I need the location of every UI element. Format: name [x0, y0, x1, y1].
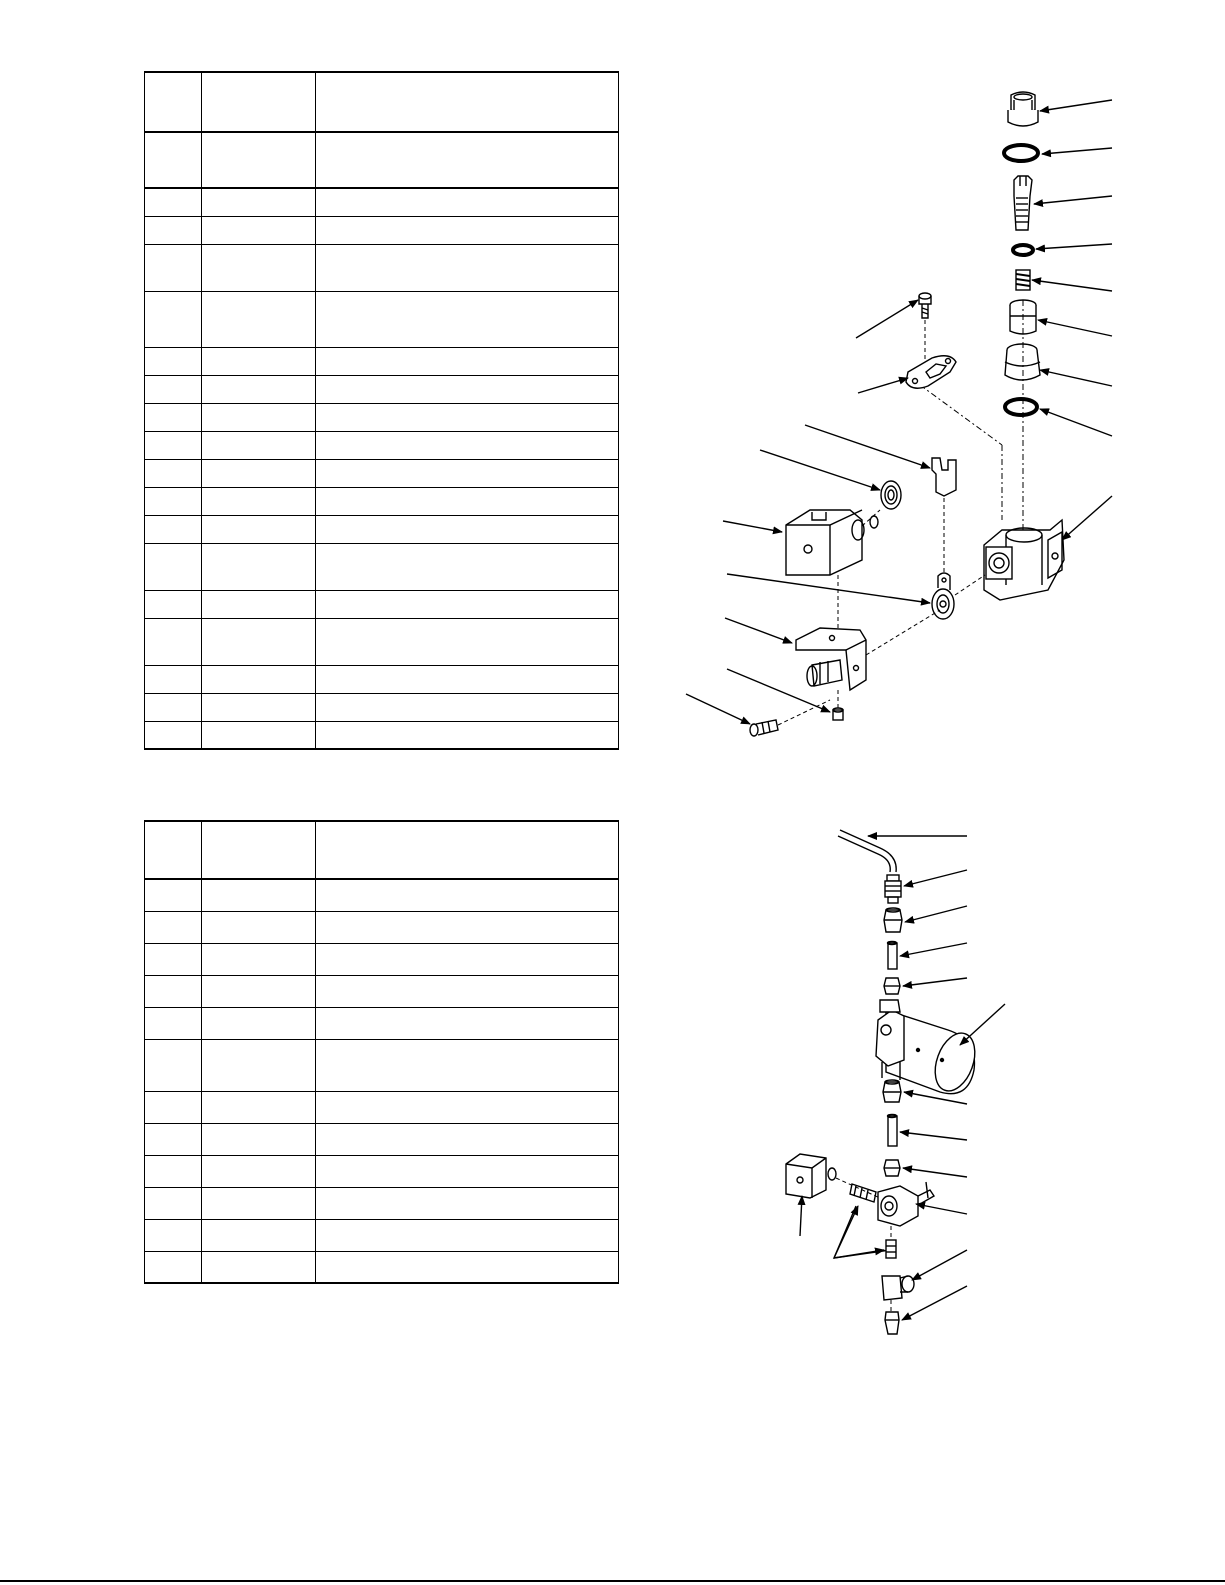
lower-pipe	[888, 1115, 898, 1147]
plunger	[1014, 176, 1032, 230]
solenoid-valve-assembly-icon	[686, 92, 1112, 736]
nut-fitting	[884, 908, 902, 932]
coil-housing	[786, 510, 878, 575]
o-ring	[1004, 145, 1038, 161]
cap-nut	[1008, 92, 1038, 126]
lower-nut	[883, 1080, 901, 1102]
elbow-nut	[884, 978, 900, 994]
disc-with-tab	[932, 573, 954, 619]
screw	[919, 293, 931, 318]
mounting-bracket	[796, 628, 866, 690]
tee-fitting	[882, 1276, 914, 1300]
spring-fitting	[850, 1184, 876, 1202]
valve-body	[984, 520, 1064, 600]
tube-fitting	[885, 875, 901, 903]
small-fitting	[886, 1240, 896, 1258]
diaphragm	[881, 481, 901, 509]
valve-block	[878, 1182, 934, 1226]
pump-fitting-assembly-icon	[786, 830, 1005, 1334]
spring	[1016, 270, 1030, 290]
clip-bracket	[932, 458, 956, 496]
short-pipe	[888, 942, 898, 970]
bottom-fitting	[885, 1312, 899, 1334]
set-screw	[833, 708, 843, 720]
pressure-switch	[786, 1154, 836, 1198]
gasket-plate	[906, 356, 956, 389]
small-o-ring	[1013, 245, 1033, 255]
lower-elbow-nut	[884, 1160, 900, 1176]
long-screw	[750, 720, 778, 736]
page-bottom-rule	[0, 1580, 1225, 1582]
o-ring-lower	[1005, 399, 1037, 415]
